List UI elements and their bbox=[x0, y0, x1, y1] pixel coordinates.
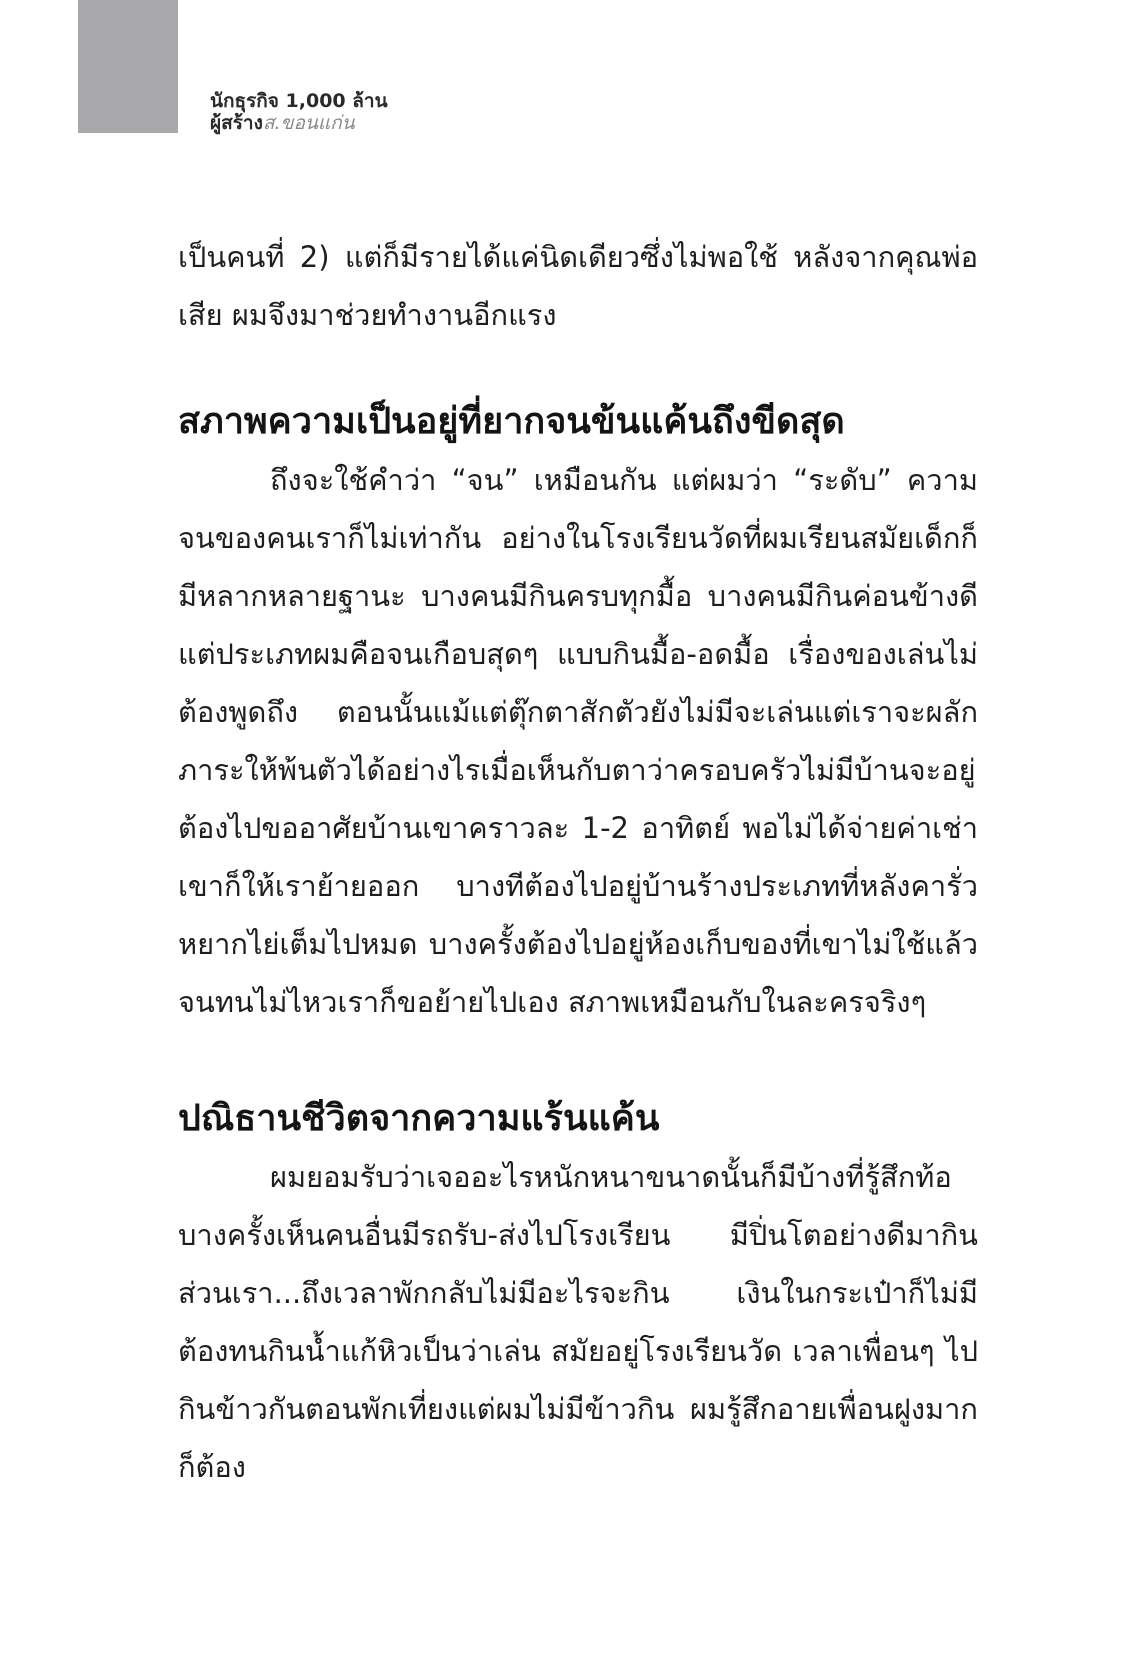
section-paragraph-life-resolution: ผมยอมรับว่าเจออะไรหนักหนาขนาดนั้นก็มีบ้างที่รู้สึกท้อ บางครั้งเห็นคนอื่นมีรถรับ-ส่งไปโรงเรียน มีปิ่นโตอย่างดีมากิน ส่วนเรา...ถึงเวลาพักกลับไม่มีอะไรจะกิน เงินในกระเป๋าก็ไม่มี ต้องทนกินน้ำแก้หิวเป็นว่าเล่น สมัยอยู่โรงเรียนวัด เวลาเพื่อนๆ ไปกินข้าวกันตอนพักเที่ยงแต่ผมไม่มีข้าวกิน ผมรู้สึกอายเพื่อนฝูงมากก็ต้อง bbox=[178, 1160, 978, 1484]
page-number-tab bbox=[78, 0, 218, 133]
section-heading-life-resolution: ปณิธานชีวิตจากความแร้นแค้น bbox=[178, 1098, 660, 1139]
book-title-line2 bbox=[210, 112, 388, 134]
book-title-prefix: ผู้สร้าง bbox=[210, 112, 263, 134]
running-header bbox=[210, 90, 388, 134]
section-heading-living-conditions: สภาพความเป็นอยู่ที่ยากจนข้นแค้นถึงขีดสุด bbox=[178, 401, 845, 442]
section-spacer bbox=[178, 1031, 978, 1090]
book-title-line1: นักธุรกิจ 1,000 ล้าน bbox=[210, 90, 388, 112]
page-number: 12 bbox=[184, 84, 218, 117]
section-paragraph-living-conditions: ถึงจะใช้คำว่า “จน” เหมือนกัน แต่ผมว่า “ระดับ” ความจนของคนเราก็ไม่เท่ากัน อย่างในโรงเรียนวัดที่ผมเรียนสมัยเด็กก็มีหลากหลายฐานะ บางคนมีกินครบทุกมื้อ บางคนมีกินค่อนข้างดีแต่ประเภทผมคือจนเกือบสุดๆ แบบกินมื้อ-อดมื้อ เรื่องของเล่นไม่ต้องพูดถึง ตอนนั้นแม้แต่ตุ๊กตาสักตัวยังไม่มีจะเล่นแต่เราจะผลักภาระให้พ้นตัวได้อย่างไรเมื่อเห็นกับตาว่าครอบครัวไม่มีบ้านจะอยู่ ต้องไปขออาศัยบ้านเขาคราวละ 1-2 อาทิตย์ พอไม่ได้จ่ายค่าเช่าเขาก็ให้เราย้ายออก บางทีต้องไปอยู่บ้านร้างประเภทที่หลังคารั่ว หยากไย่เต็มไปหมด บางครั้งต้องไปอยู่ห้องเก็บของที่เขาไม่ใช้แล้วจนทนไม่ไหวเราก็ขอย้ายไปเอง สภาพเหมือนกับในละครจริงๆ bbox=[178, 463, 978, 1019]
book-title-brand: ส.ขอนแก่น bbox=[262, 112, 355, 134]
page-body bbox=[178, 228, 978, 1496]
intro-paragraph: เป็นคนที่ 2) แต่ก็มีรายได้แค่นิดเดียวซึ่งไม่พอใช้ หลังจากคุณพ่อเสีย ผมจึงมาช่วยทำงานอีกแรง bbox=[178, 240, 978, 332]
section-spacer bbox=[178, 344, 978, 393]
